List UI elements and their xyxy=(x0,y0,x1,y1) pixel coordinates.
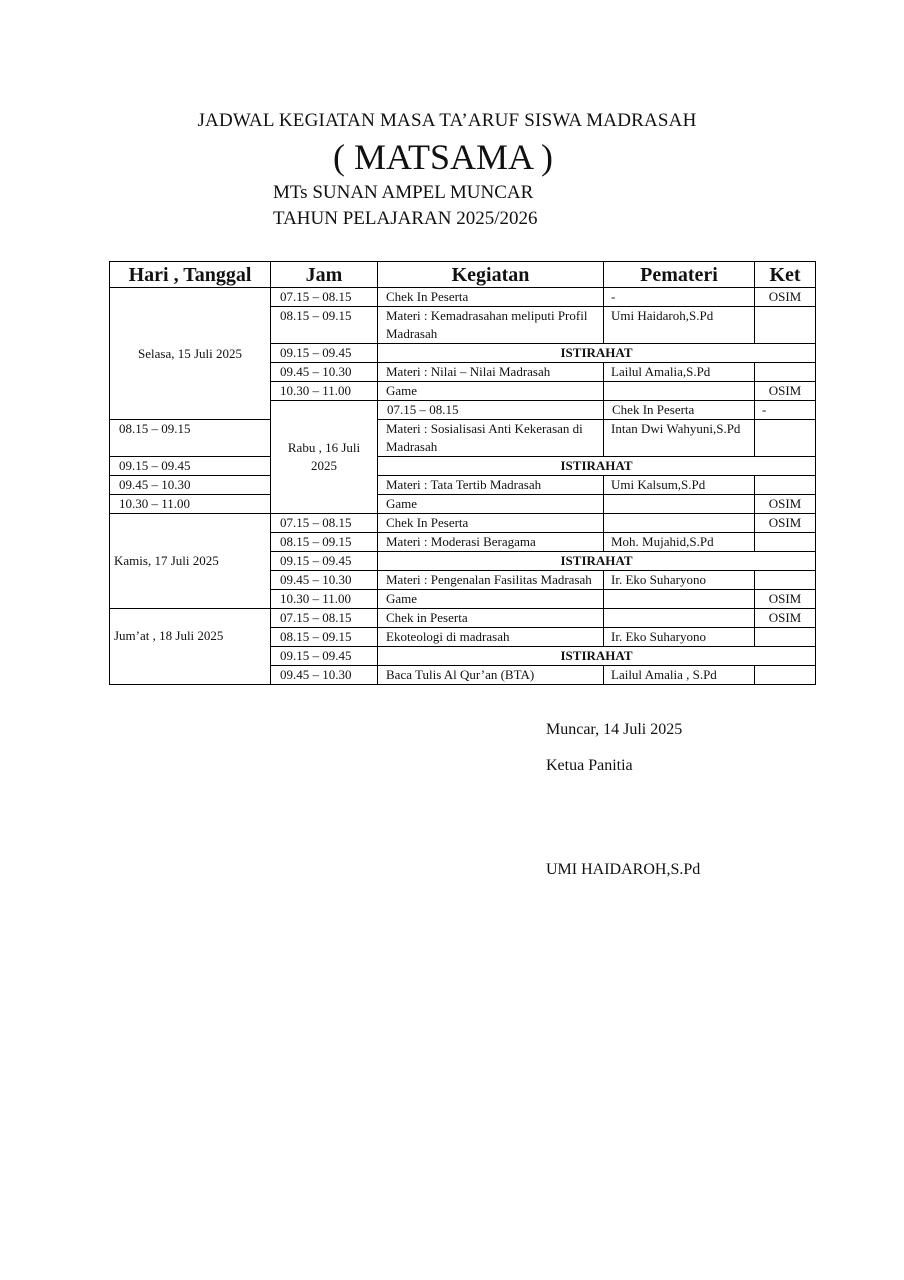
day-cell: Rabu , 16 Juli 2025 xyxy=(271,401,378,514)
schedule-table xyxy=(109,261,816,685)
activity-cell: Materi : Sosialisasi Anti Kekerasan di Madrasah xyxy=(378,420,604,457)
speaker-cell xyxy=(604,382,755,401)
activity-cell: Baca Tulis Al Qur’an (BTA) xyxy=(378,666,604,685)
break-cell: ISTIRAHAT xyxy=(378,647,816,666)
activity-cell: Game xyxy=(378,382,604,401)
note-cell xyxy=(755,363,816,382)
note-cell xyxy=(755,533,816,552)
day-cell: Jum’at , 18 Juli 2025 xyxy=(110,609,271,685)
col-header-day: Hari , Tanggal xyxy=(110,262,271,288)
speaker-cell xyxy=(604,609,755,628)
signature-place-date: Muncar, 14 Juli 2025 xyxy=(546,721,683,738)
time-cell: 09.15 – 09.45 xyxy=(271,552,378,571)
speaker-cell: Umi Haidaroh,S.Pd xyxy=(604,307,755,344)
speaker-cell xyxy=(604,495,755,514)
time-cell: 10.30 – 11.00 xyxy=(271,382,378,401)
note-cell xyxy=(755,307,816,344)
document-subtitle: ( MATSAMA ) xyxy=(332,137,554,177)
note-cell: OSIM xyxy=(755,590,816,609)
activity-cell: Materi : Tata Tertib Madrasah xyxy=(378,476,604,495)
academic-year: TAHUN PELAJARAN 2025/2026 xyxy=(273,208,538,229)
time-cell: 07.15 – 08.15 xyxy=(271,288,378,307)
col-header-speaker: Pemateri xyxy=(604,262,755,288)
activity-cell: Chek In Peserta xyxy=(378,288,604,307)
col-header-time: Jam xyxy=(271,262,378,288)
speaker-cell xyxy=(604,514,755,533)
time-cell: 07.15 – 08.15 xyxy=(271,514,378,533)
time-cell: 09.45 – 10.30 xyxy=(271,666,378,685)
activity-cell: Materi : Kemadrasahan meliputi Profil Madrasah xyxy=(378,307,604,344)
time-cell: 08.15 – 09.15 xyxy=(271,533,378,552)
break-cell: ISTIRAHAT xyxy=(378,344,816,363)
activity-cell: Chek in Peserta xyxy=(378,609,604,628)
time-cell: 09.15 – 09.45 xyxy=(271,647,378,666)
activity-cell: Materi : Nilai – Nilai Madrasah xyxy=(378,363,604,382)
table-row xyxy=(110,457,816,476)
note-cell xyxy=(755,571,816,590)
time-cell: 07.15 – 08.15 xyxy=(271,609,378,628)
col-header-activity: Kegiatan xyxy=(378,262,604,288)
note-cell xyxy=(755,628,816,647)
note-cell xyxy=(755,420,816,457)
activity-cell: Game xyxy=(378,495,604,514)
note-cell: OSIM xyxy=(755,382,816,401)
table-row xyxy=(110,476,816,495)
activity-cell: Chek In Peserta xyxy=(378,514,604,533)
speaker-cell: Lailul Amalia,S.Pd xyxy=(604,363,755,382)
activity-cell: Materi : Moderasi Beragama xyxy=(378,533,604,552)
speaker-cell: - xyxy=(755,401,816,420)
time-cell: 10.30 – 11.00 xyxy=(110,495,271,514)
speaker-cell: Moh. Mujahid,S.Pd xyxy=(604,533,755,552)
note-cell xyxy=(755,476,816,495)
note-cell xyxy=(755,666,816,685)
time-cell: 09.45 – 10.30 xyxy=(271,363,378,382)
time-cell: 09.15 – 09.45 xyxy=(271,344,378,363)
table-row xyxy=(110,495,816,514)
speaker-cell: Ir. Eko Suharyono xyxy=(604,571,755,590)
table-row xyxy=(110,609,816,628)
table-row xyxy=(110,288,816,307)
day-cell: Kamis, 17 Juli 2025 xyxy=(110,514,271,609)
time-cell: 07.15 – 08.15 xyxy=(378,401,604,420)
col-header-note: Ket xyxy=(755,262,816,288)
speaker-cell: - xyxy=(604,288,755,307)
time-cell: 10.30 – 11.00 xyxy=(271,590,378,609)
time-cell: 09.45 – 10.30 xyxy=(110,476,271,495)
document-title: JADWAL KEGIATAN MASA TA’ARUF SISWA MADRASAH xyxy=(197,110,697,131)
break-cell: ISTIRAHAT xyxy=(378,552,816,571)
activity-cell: Game xyxy=(378,590,604,609)
note-cell: OSIM xyxy=(755,495,816,514)
speaker-cell: Umi Kalsum,S.Pd xyxy=(604,476,755,495)
speaker-cell xyxy=(604,590,755,609)
school-name: MTs SUNAN AMPEL MUNCAR xyxy=(273,182,534,203)
activity-cell: Ekoteologi di madrasah xyxy=(378,628,604,647)
speaker-cell: Intan Dwi Wahyuni,S.Pd xyxy=(604,420,755,457)
time-cell: 08.15 – 09.15 xyxy=(271,628,378,647)
time-cell: 08.15 – 09.15 xyxy=(110,420,271,457)
time-cell: 09.15 – 09.45 xyxy=(110,457,271,476)
speaker-cell: Lailul Amalia , S.Pd xyxy=(604,666,755,685)
activity-cell: Chek In Peserta xyxy=(604,401,755,420)
time-cell: 09.45 – 10.30 xyxy=(271,571,378,590)
break-cell: ISTIRAHAT xyxy=(378,457,816,476)
table-row xyxy=(110,420,816,457)
signature-role: Ketua Panitia xyxy=(546,757,633,774)
day-cell: Selasa, 15 Juli 2025 xyxy=(110,288,271,420)
speaker-cell: Ir. Eko Suharyono xyxy=(604,628,755,647)
time-cell: 08.15 – 09.15 xyxy=(271,307,378,344)
table-row xyxy=(110,514,816,533)
table-header-row xyxy=(110,262,816,288)
note-cell: OSIM xyxy=(755,288,816,307)
signature-name: UMI HAIDAROH,S.Pd xyxy=(546,861,701,878)
note-cell: OSIM xyxy=(755,609,816,628)
note-cell: OSIM xyxy=(755,514,816,533)
activity-cell: Materi : Pengenalan Fasilitas Madrasah xyxy=(378,571,604,590)
